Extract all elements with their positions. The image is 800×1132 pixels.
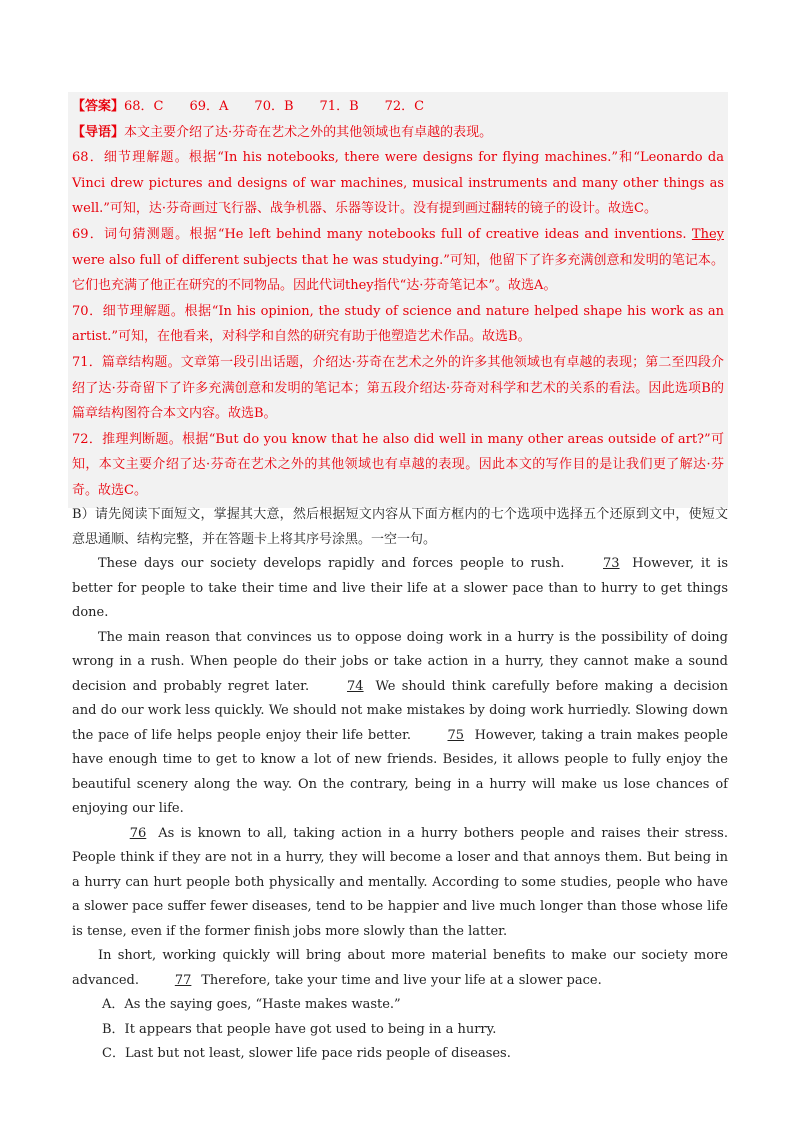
- explanation-70: 70．细节理解题。根据“In his opinion, the study of science and nature helped shape his work as an artist.”可知，在他看来，对科学和自然的研究有助于他塑造艺术作品。故选B。: [72, 303, 724, 345]
- section-b-instruction: B）请先阅读下面短文，掌握其大意，然后根据短文内容从下面方框内的七个选项中选择五个还原到文中，使短文意思通顺、结构完整，并在答题卡上将其序号涂黑。一空一句。: [72, 507, 728, 547]
- passage-paragraph-3: 76 As is known to all, taking action in a hurry bothers people and raises their stress. People think if they are not in a hurry, they will become a loser and that annoys them. But being in a hurry can hurt people both physically and mentally. According to some studies, people who have a slower pace suffer fewer diseases, tend to be happier and live much longer than those whose life is tense, even if the former finish jobs more slowly than the latter.: [72, 822, 728, 945]
- explanation-68: 68．细节理解题。根据“In his notebooks, there were designs for flying machines.”和“Leonardo da Vinci drew pictures and designs of war machines, musical instruments and many other things as well.”可知，达·芬奇画过飞行器、战争机器、乐器等设计。没有提到画过翻转的镜子的设计。故选C。: [72, 150, 724, 217]
- passage-paragraph-4: In short, working quickly will bring about more material benefits to make our society more advanced. 77 Therefore, take your time and live your life at a slower pace.: [72, 944, 728, 993]
- passage-paragraph-2: The main reason that convinces us to oppose doing work in a hurry is the possibility of doing wrong in a rush. When people do their jobs or take action in a hurry, they cannot make a sound decision and probably regret later. 74 We should think carefully before making a decision and do our work less quickly. We should not make mistakes by doing work hurriedly. Slowing down the pace of life helps people enjoy their life better. 75 However, taking a train makes people have enough time to get to know a lot of new friends. Besides, it allows people to fully enjoy the beautiful scenery along the way. On the contrary, being in a hurry will make us lose chances of enjoying our life.: [72, 629, 728, 816]
- section-b: [72, 503, 728, 1067]
- answer-explanation-box: [68, 92, 728, 508]
- guide-line: [72, 120, 724, 146]
- blank-74: 74: [347, 678, 364, 694]
- explanation-72: 72．推理判断题。根据“But do you know that he also did well in many other areas outside of art?”可知，本文主要介绍了达·芬奇在艺术之外的其他领域也有卓越的表现。因此本文的写作目的是让我们更了解达·芬奇。故选C。: [72, 431, 724, 498]
- blank-75: 75: [447, 727, 465, 743]
- passage-paragraph-1: These days our society develops rapidly and forces people to rush. 73 However, it is better for people to take their time and live their life at a slower pace than to hurry to get things done.: [72, 552, 728, 626]
- blank-73: 73: [603, 556, 620, 571]
- guide-label: 【导语】: [72, 124, 125, 140]
- blank-76: 76: [129, 825, 147, 841]
- guide-text: 本文主要介绍了达·芬奇在艺术之外的其他领域也有卓越的表现。: [124, 124, 493, 140]
- explanation-69: 69．词句猜测题。根据“He left behind many notebooks full of creative ideas and inventions. They were also full of different subjects that he was studying.”可知，他留下了许多充满创意和发明的笔记本。它们也充满了他正在研究的不同物品。因此代词they指代“达·芬奇笔记本”。故选A。: [72, 226, 724, 294]
- answer-line: [72, 94, 724, 120]
- blank-77: 77: [174, 972, 192, 988]
- underlined-word: They: [691, 226, 724, 242]
- answer-label: 【答案】: [72, 99, 125, 114]
- option-a: A．As the saying goes, “Haste makes waste.”: [102, 997, 401, 1012]
- option-c: C．Last but not least, slower life pace rids people of diseases.: [102, 1046, 511, 1061]
- answer-keys: 68．C 69．A 70．B 71．B 72．C: [124, 99, 425, 114]
- explanation-71: 71．篇章结构题。文章第一段引出话题，介绍达·芬奇在艺术之外的许多其他领域也有卓越的表现；第二至四段介绍了达·芬奇留下了许多充满创意和发明的笔记本；第五段介绍达·芬奇对科学和艺术的关系的看法。因此选项B的篇章结构图符合本文内容。故选B。: [72, 354, 724, 422]
- option-b: B．It appears that people have got used to being in a hurry.: [102, 1021, 497, 1037]
